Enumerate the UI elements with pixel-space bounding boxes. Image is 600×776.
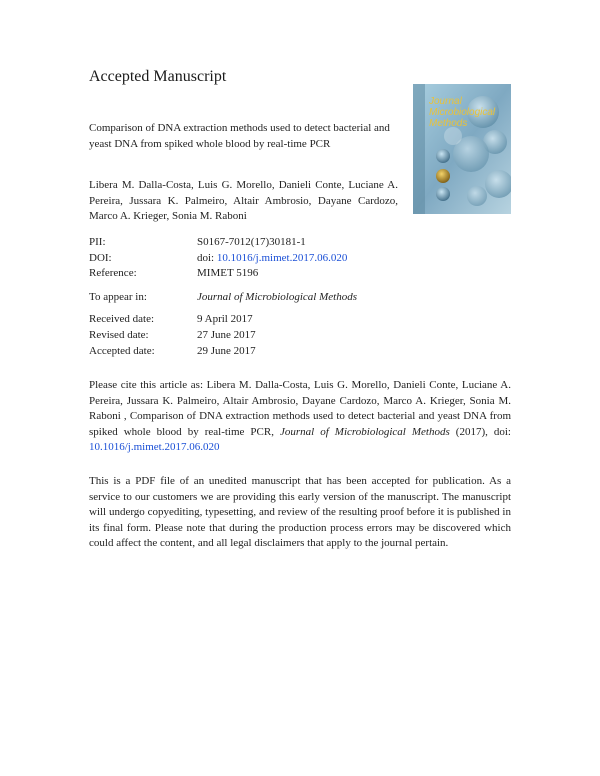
reference-value: MIMET 5196 xyxy=(197,267,259,279)
citation-journal: Journal of Microbiological Methods xyxy=(279,425,450,438)
appear-label: To appear in: xyxy=(89,291,147,303)
received-value: 9 April 2017 xyxy=(197,313,253,325)
accepted-value: 29 June 2017 xyxy=(197,345,256,357)
pii-label: PII: xyxy=(89,236,106,248)
appear-value: Journal of Microbiological Methods xyxy=(197,291,357,303)
article-title: Comparison of DNA extraction methods used to detect bacterial and yeast DNA from spiked whole blood by real-time PCR xyxy=(89,122,390,150)
doi-label: DOI: xyxy=(89,252,112,264)
citation-intro: Please cite this article as: Libera M. Dalla-Costa, Luis G. Morello, Danieli Conte, Luciane A. Pereira, Jussara K. Palmeiro, Altair Ambrosio, Dayane Cardozo, Marco A. Krieger, Sonia M. Raboni , Comparison of DNA extraction methods used to detect bacterial and yeast DNA from spiked whole blood by real-time PCR, xyxy=(89,379,511,438)
pii-value: S0167-7012(17)30181-1 xyxy=(197,236,306,248)
journal-cover-image xyxy=(413,84,511,214)
page-heading: Accepted Manuscript xyxy=(89,68,227,85)
received-label: Received date: xyxy=(89,313,155,325)
citation-year: (2017), doi: xyxy=(455,425,511,438)
accepted-label: Accepted date: xyxy=(89,345,155,357)
citation-doi-link[interactable]: 10.1016/j.mimet.2017.06.020 xyxy=(89,441,220,454)
revised-value: 27 June 2017 xyxy=(197,329,256,341)
revised-label: Revised date: xyxy=(89,329,149,341)
manuscript-notice: This is a PDF file of an unedited manuscript that has been accepted for publication. As a service to our customers we are providing this early version of the manuscript. The manuscript will undergo copyediting, typesetting, and review of the resulting proof before it is published in its final form. Please note that during the production process errors may be discovered which could affect the content, and all legal disclaimers that apply to the journal pertain. xyxy=(89,475,511,550)
author-list: Libera M. Dalla-Costa, Luis G. Morello, Danieli Conte, Luciane A. Pereira, Jussara K. Palmeiro, Altair Ambrosio, Dayane Cardozo, Marco A. Krieger, Sonia M. Raboni xyxy=(89,179,398,222)
doi-prefix: doi: xyxy=(197,252,215,264)
reference-label: Reference: xyxy=(89,267,137,279)
cover-journal-title: Journal Microbiological Methods xyxy=(429,96,496,129)
citation-paragraph xyxy=(89,378,511,456)
doi-link[interactable]: 10.1016/j.mimet.2017.06.020 xyxy=(216,252,348,264)
